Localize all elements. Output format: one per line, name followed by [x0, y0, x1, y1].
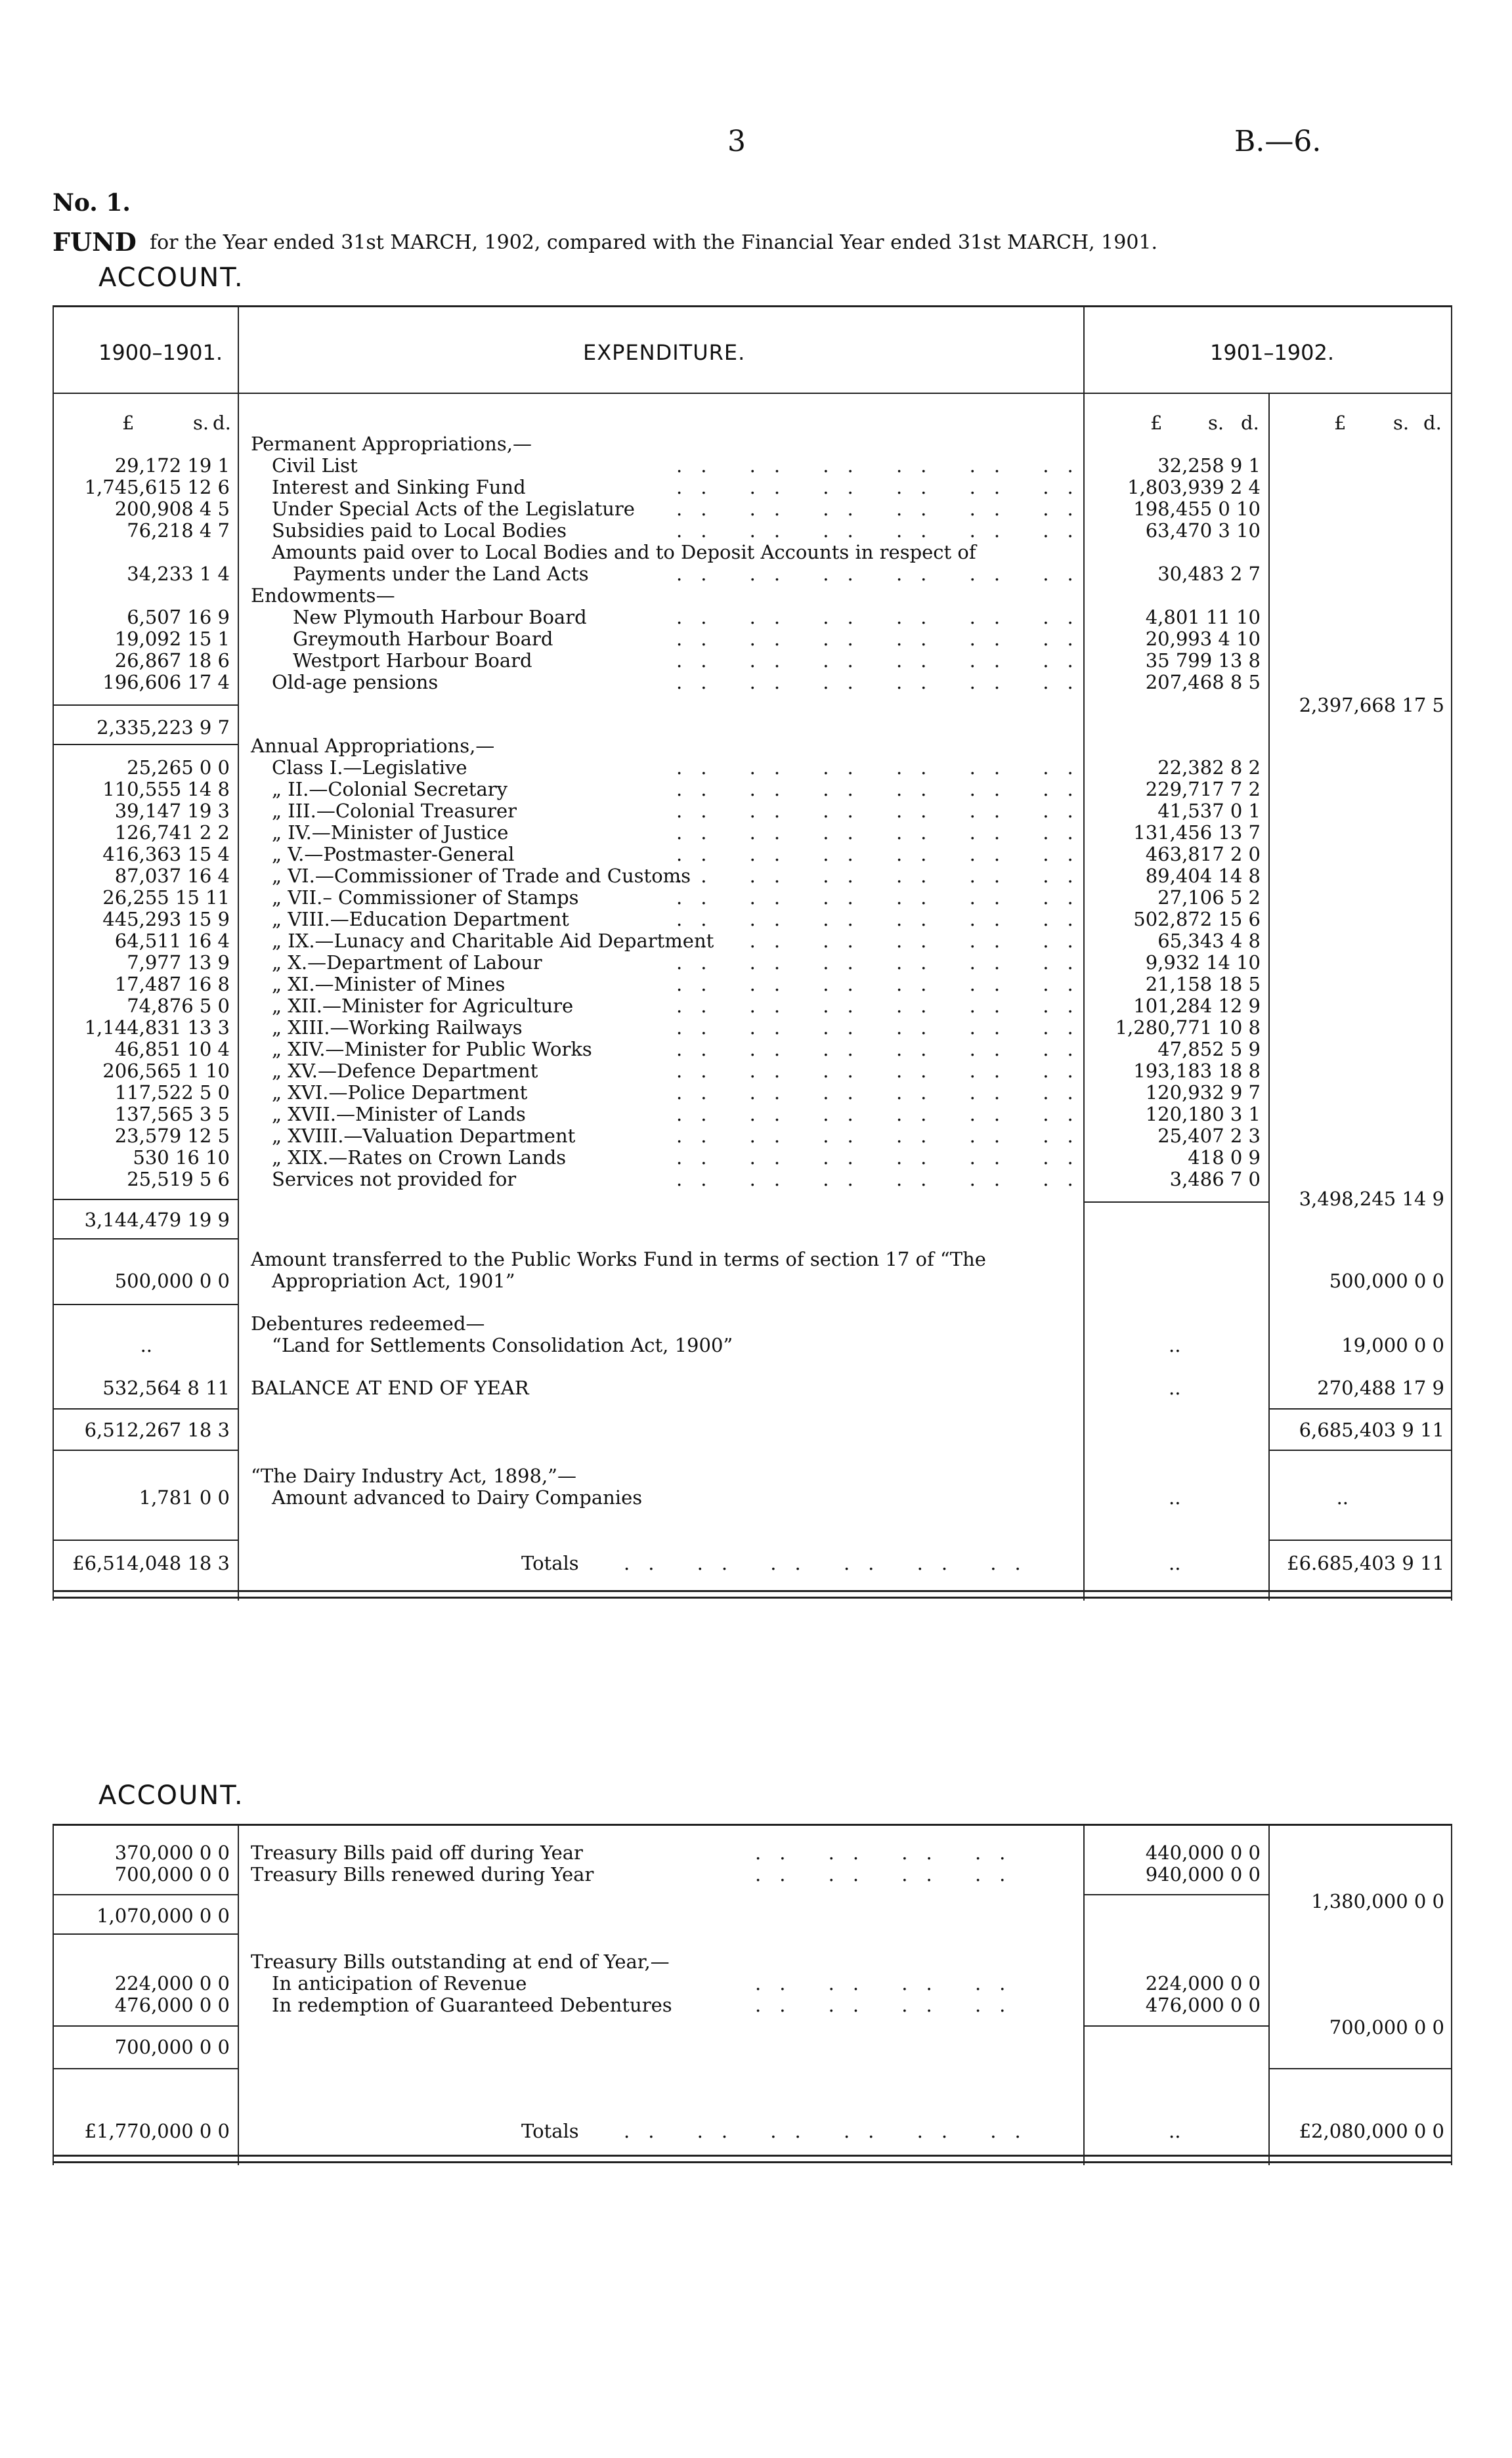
total-pound-header: £ — [1334, 412, 1347, 434]
row-prev-amount: 117,522 5 0 — [114, 1081, 230, 1104]
row-prev-amount: 17,487 16 8 — [114, 973, 230, 995]
row-cur-amount: 9,932 14 10 — [1145, 951, 1261, 974]
row-cur-amount: 89,404 14 8 — [1145, 865, 1261, 887]
row-cur-amount: 25,407 2 3 — [1157, 1125, 1261, 1147]
row-prev-amount: 1,144,831 13 3 — [84, 1016, 230, 1039]
balance-label: BALANCE AT END OF YEAR — [251, 1377, 529, 1399]
row-prev-amount: 19,092 15 1 — [114, 628, 230, 650]
cur-permanent-subtotal: 2,397,668 17 5 — [1299, 694, 1444, 716]
row-leader-dots: .. .. .. .. .. .. — [676, 1038, 1092, 1060]
row-label: Old-age pensions — [272, 671, 439, 693]
row-leader-dots: .. .. .. .. .. .. — [676, 973, 1092, 995]
row-label: „ XII.—Minister for Agriculture — [272, 995, 574, 1017]
row-leader-dots: .. .. .. .. .. .. — [676, 886, 1092, 909]
row-cur-amount: 101,284 12 9 — [1133, 995, 1261, 1017]
row-leader-dots: .. .. .. .. .. .. — [676, 930, 1092, 952]
fund-word: FUND — [53, 227, 137, 257]
row-label: „ III.—Colonial Treasurer — [272, 800, 517, 822]
row-cur-amount: 65,343 4 8 — [1157, 930, 1261, 952]
transfer-line1: Amount transferred to the Public Works Fund in terms of section 17 of “The — [251, 1248, 986, 1270]
row-prev-amount: 34,233 1 4 — [127, 563, 230, 585]
acc2-row-cur: 476,000 0 0 — [1145, 1994, 1261, 2016]
row-label: „ XIII.—Working Railways — [272, 1016, 523, 1039]
acc2-row-prev: 476,000 0 0 — [114, 1994, 230, 2016]
row-leader-dots: .. .. .. .. .. .. — [676, 519, 1092, 542]
row-leader-dots: .. .. .. .. .. .. — [676, 1146, 1092, 1169]
transfer-cur: 500,000 0 0 — [1329, 1270, 1444, 1292]
row-label: Under Special Acts of the Legislature — [272, 498, 635, 520]
prev-pound-header: £ — [122, 412, 135, 434]
row-leader-dots: .. .. .. .. .. .. — [676, 821, 1092, 844]
row-cur-amount: 30,483 2 7 — [1157, 563, 1261, 585]
row-prev-amount: 87,037 16 4 — [114, 865, 230, 887]
row-label: „ V.—Postmaster-General — [272, 843, 515, 865]
acc2-sub1-cur: 1,380,000 0 0 — [1311, 1890, 1444, 1912]
row-prev-amount: 126,741 2 2 — [114, 821, 230, 844]
row-leader-dots: .. .. .. .. .. .. — [676, 951, 1092, 974]
acc2-totals-cur: £2,080,000 0 0 — [1299, 2120, 1444, 2142]
row-label: Amounts paid over to Local Bodies and to Deposit Accounts in respect of — [272, 541, 976, 563]
row-label: Westport Harbour Board — [293, 649, 532, 672]
acc2-row-label: Treasury Bills paid off during Year — [251, 1842, 583, 1864]
row-label: Payments under the Land Acts — [293, 563, 589, 585]
prev-s-header: s. — [193, 412, 209, 434]
row-leader-dots: .. .. .. .. .. .. — [676, 800, 1092, 822]
row-leader-dots: .. .. .. .. .. .. — [676, 1103, 1092, 1125]
dairy-prev: 1,781 0 0 — [139, 1486, 230, 1509]
total-s-header: s. — [1393, 412, 1410, 434]
row-prev-amount: 39,147 19 3 — [114, 800, 230, 822]
row-label: „ VIII.—Education Department — [272, 908, 569, 930]
statement-number: No. 1. — [53, 189, 131, 217]
row-label: „ XI.—Minister of Mines — [272, 973, 506, 995]
row-prev-amount: 25,519 5 6 — [127, 1168, 230, 1190]
debentures-line1: Debentures redeemed— — [251, 1312, 485, 1335]
row-label: Interest and Sinking Fund — [272, 476, 526, 498]
row-prev-amount: 110,555 14 8 — [102, 778, 230, 800]
row-prev-amount: 26,255 15 11 — [102, 886, 230, 909]
totals-prev: £6,514,048 18 3 — [72, 1552, 230, 1574]
row-label: „ VII.– Commissioner of Stamps — [272, 886, 579, 909]
row-prev-amount: 206,565 1 10 — [102, 1060, 230, 1082]
row-leader-dots: .. .. .. .. .. .. — [676, 649, 1092, 672]
row-leader-dots: .. .. .. .. .. .. — [676, 671, 1092, 693]
prev-permanent-subtotal: 2,335,223 9 7 — [97, 716, 230, 739]
totals-label: Totals — [521, 1552, 579, 1574]
page-number: 3 — [727, 125, 746, 158]
row-prev-amount: 46,851 10 4 — [114, 1038, 230, 1060]
row-label: „ XV.—Defence Department — [272, 1060, 538, 1082]
row-leader-dots: .. .. .. .. .. .. — [676, 1125, 1092, 1147]
acc2-totals-prev: £1,770,000 0 0 — [84, 2120, 230, 2142]
row-prev-amount: 76,218 4 7 — [127, 519, 230, 542]
row-label: „ X.—Department of Labour — [272, 951, 542, 974]
row-cur-amount: 463,817 2 0 — [1145, 843, 1261, 865]
acc2-totals-leader: .. .. .. .. .. .. — [624, 2120, 1039, 2142]
row-label: Civil List — [272, 454, 358, 477]
acc2-outstanding-label: Treasury Bills outstanding at end of Year,— — [251, 1951, 670, 1973]
totals-leader: .. .. .. .. .. .. — [624, 1552, 1039, 1574]
row-label: New Plymouth Harbour Board — [293, 606, 587, 628]
row-cur-amount: 20,993 4 10 — [1145, 628, 1261, 650]
acc2-row-leader: .. .. .. .. — [755, 1863, 1024, 1886]
balance-prev: 532,564 8 11 — [102, 1377, 230, 1399]
row-cur-amount: 41,537 0 1 — [1157, 800, 1261, 822]
row-label: Services not provided for — [272, 1168, 517, 1190]
row-leader-dots: .. .. .. .. .. .. — [676, 778, 1092, 800]
row-prev-amount: 25,265 0 0 — [127, 756, 230, 779]
acc2-sub1-prev: 1,070,000 0 0 — [97, 1905, 230, 1927]
row-cur-amount: 35 799 13 8 — [1145, 649, 1261, 672]
balance-cur-dots: .. — [1169, 1377, 1181, 1399]
row-leader-dots: .. .. .. .. .. .. — [676, 563, 1092, 585]
header-year-prev: 1900–1901. — [98, 340, 223, 365]
acc2-row-prev: 700,000 0 0 — [114, 1863, 230, 1886]
row-cur-amount: 22,382 8 2 — [1157, 756, 1261, 779]
acc2-sub2-prev: 700,000 0 0 — [114, 2036, 230, 2058]
row-leader-dots: .. .. .. .. .. .. — [676, 995, 1092, 1017]
row-cur-amount: 47,852 5 9 — [1157, 1038, 1261, 1060]
row-label: Subsidies paid to Local Bodies — [272, 519, 567, 542]
acc2-row-cur: 940,000 0 0 — [1145, 1863, 1261, 1886]
transfer-prev: 500,000 0 0 — [114, 1270, 230, 1292]
row-leader-dots: .. .. .. .. .. .. — [676, 865, 1092, 887]
row-label: „ IV.—Minister of Justice — [272, 821, 509, 844]
account-title: ACCOUNT. — [98, 263, 244, 293]
acc2-row-label: In anticipation of Revenue — [272, 1972, 527, 1994]
row-leader-dots: .. .. .. .. .. .. — [676, 843, 1092, 865]
row-leader-dots: .. .. .. .. .. .. — [676, 498, 1092, 520]
row-cur-amount: 32,258 9 1 — [1157, 454, 1261, 477]
statement-subtitle: for the Year ended 31st MARCH, 1902, compared with the Financial Year ended 31st MARCH, 1901. — [150, 231, 1158, 254]
row-label: Greymouth Harbour Board — [293, 628, 553, 650]
row-cur-amount: 502,872 15 6 — [1133, 908, 1261, 930]
row-prev-amount: 196,606 17 4 — [102, 671, 230, 693]
prev-d-header: d. — [213, 412, 231, 434]
row-cur-amount: 4,801 11 10 — [1145, 606, 1261, 628]
totals-cur-dots: .. — [1169, 1552, 1181, 1574]
row-leader-dots: .. .. .. .. .. .. — [676, 628, 1092, 650]
row-cur-amount: 120,180 3 1 — [1145, 1103, 1261, 1125]
row-label: „ XVIII.—Valuation Department — [272, 1125, 576, 1147]
row-leader-dots: .. .. .. .. .. .. — [676, 454, 1092, 477]
acc2-row-cur: 224,000 0 0 — [1145, 1972, 1261, 1994]
row-prev-amount: 137,565 3 5 — [114, 1103, 230, 1125]
row-cur-amount: 418 0 9 — [1188, 1146, 1261, 1169]
acc2-row-leader: .. .. .. .. — [755, 1972, 1024, 1994]
balance-cur: 270,488 17 9 — [1317, 1377, 1444, 1399]
row-prev-amount: 7,977 13 9 — [127, 951, 230, 974]
row-label: „ XVII.—Minister of Lands — [272, 1103, 526, 1125]
acc2-totals-label: Totals — [521, 2120, 579, 2142]
row-leader-dots: .. .. .. .. .. .. — [676, 908, 1092, 930]
total-d-header: d. — [1423, 412, 1442, 434]
row-cur-amount: 1,803,939 2 4 — [1127, 476, 1261, 498]
row-label: Permanent Appropriations,— — [251, 433, 532, 455]
acc2-row-prev: 370,000 0 0 — [114, 1842, 230, 1864]
acc2-row-leader: .. .. .. .. — [755, 1994, 1024, 2016]
row-label: „ II.—Colonial Secretary — [272, 778, 508, 800]
row-cur-amount: 63,470 3 10 — [1145, 519, 1261, 542]
header-expenditure: EXPENDITURE. — [583, 340, 746, 365]
row-cur-amount: 120,932 9 7 — [1145, 1081, 1261, 1104]
acc2-totals-cur-dots: .. — [1169, 2120, 1181, 2142]
row-label: „ IX.—Lunacy and Charitable Aid Department — [272, 930, 714, 952]
row-prev-amount: 445,293 15 9 — [102, 908, 230, 930]
debentures-cur: 19,000 0 0 — [1341, 1334, 1444, 1356]
acc2-sub2-cur: 700,000 0 0 — [1329, 2016, 1444, 2038]
row-cur-amount: 1,280,771 10 8 — [1115, 1016, 1261, 1039]
row-label: Class I.—Legislative — [272, 756, 467, 779]
row-label: „ VI.—Commissioner of Trade and Customs — [272, 865, 691, 887]
sum-cur: 6,685,403 9 11 — [1299, 1419, 1444, 1441]
row-prev-amount: 416,363 15 4 — [102, 843, 230, 865]
row-label: „ XIV.—Minister for Public Works — [272, 1038, 592, 1060]
row-prev-amount: 200,908 4 5 — [114, 498, 230, 520]
row-cur-amount: 229,717 7 2 — [1145, 778, 1261, 800]
dairy-cur-dots: .. — [1169, 1486, 1181, 1509]
acc2-row-label: Treasury Bills renewed during Year — [251, 1863, 594, 1886]
totals-cur: £6.685,403 9 11 — [1287, 1552, 1444, 1574]
row-cur-amount: 27,106 5 2 — [1157, 886, 1261, 909]
row-leader-dots: .. .. .. .. .. .. — [676, 606, 1092, 628]
cur-pound-header: £ — [1150, 412, 1163, 434]
cur-d-header: d. — [1241, 412, 1259, 434]
dairy-cur: .. — [1336, 1486, 1349, 1509]
row-label: Annual Appropriations,— — [251, 735, 495, 757]
row-prev-amount: 6,507 16 9 — [127, 606, 230, 628]
transfer-line2: Appropriation Act, 1901” — [272, 1270, 515, 1292]
header-year-cur: 1901–1902. — [1210, 340, 1335, 365]
row-label: Endowments— — [251, 584, 395, 607]
row-leader-dots: .. .. .. .. .. .. — [676, 756, 1092, 779]
acc2-row-prev: 224,000 0 0 — [114, 1972, 230, 1994]
sum-prev: 6,512,267 18 3 — [84, 1419, 230, 1441]
prev-annual-subtotal: 3,144,479 19 9 — [84, 1209, 230, 1231]
row-cur-amount: 131,456 13 7 — [1133, 821, 1261, 844]
row-label: „ XIX.—Rates on Crown Lands — [272, 1146, 567, 1169]
row-leader-dots: .. .. .. .. .. .. — [676, 1016, 1092, 1039]
debentures-line2: “Land for Settlements Consolidation Act, 1900” — [272, 1334, 733, 1356]
cur-annual-subtotal: 3,498,245 14 9 — [1299, 1188, 1444, 1210]
row-cur-amount: 21,158 18 5 — [1145, 973, 1261, 995]
row-prev-amount: 74,876 5 0 — [127, 995, 230, 1017]
row-cur-amount: 207,468 8 5 — [1145, 671, 1261, 693]
cur-s-header: s. — [1208, 412, 1224, 434]
debentures-prev: .. — [140, 1334, 152, 1356]
row-leader-dots: .. .. .. .. .. .. — [676, 1168, 1092, 1190]
row-prev-amount: 64,511 16 4 — [114, 930, 230, 952]
acc2-row-label: In redemption of Guaranteed Debentures — [272, 1994, 672, 2016]
row-cur-amount: 3,486 7 0 — [1169, 1168, 1261, 1190]
row-cur-amount: 193,183 18 8 — [1133, 1060, 1261, 1082]
row-prev-amount: 530 16 10 — [133, 1146, 230, 1169]
row-label: „ XVI.—Police Department — [272, 1081, 528, 1104]
row-prev-amount: 26,867 18 6 — [114, 649, 230, 672]
page-ref: B.—6. — [1234, 125, 1322, 158]
account2-title: ACCOUNT. — [98, 1780, 244, 1811]
debentures-cur-dots: .. — [1169, 1334, 1181, 1356]
row-cur-amount: 198,455 0 10 — [1133, 498, 1261, 520]
row-leader-dots: .. .. .. .. .. .. — [676, 476, 1092, 498]
row-prev-amount: 29,172 19 1 — [114, 454, 230, 477]
acc2-row-leader: .. .. .. .. — [755, 1842, 1024, 1864]
row-leader-dots: .. .. .. .. .. .. — [676, 1060, 1092, 1082]
row-leader-dots: .. .. .. .. .. .. — [676, 1081, 1092, 1104]
row-prev-amount: 23,579 12 5 — [114, 1125, 230, 1147]
acc2-row-cur: 440,000 0 0 — [1145, 1842, 1261, 1864]
row-prev-amount: 1,745,615 12 6 — [84, 476, 230, 498]
dairy-line1: “The Dairy Industry Act, 1898,”— — [251, 1465, 577, 1487]
dairy-line2: Amount advanced to Dairy Companies — [272, 1486, 643, 1509]
